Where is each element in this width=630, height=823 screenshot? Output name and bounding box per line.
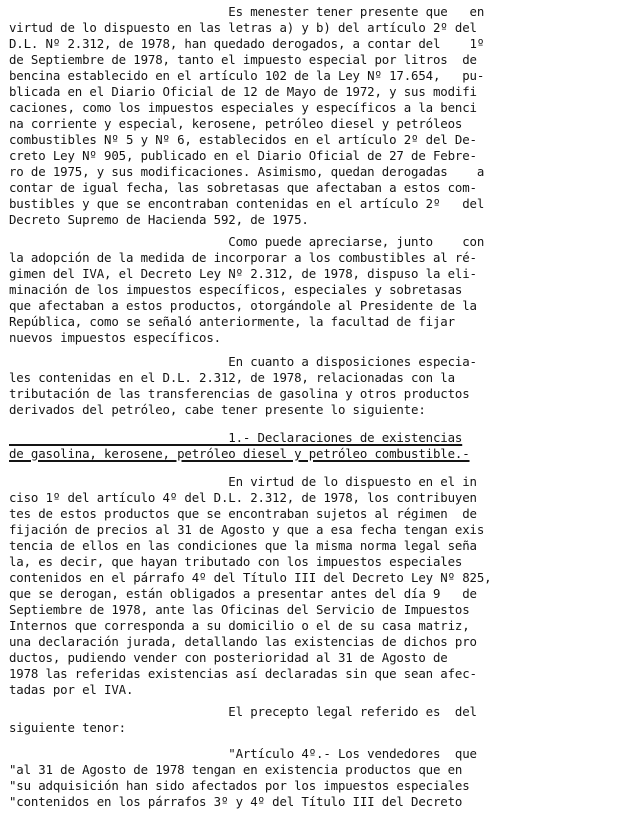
text-line: Internos que corresponda a su domicilio o el de su casa matriz, xyxy=(9,618,470,633)
text-line: contenidos en el párrafo 4º del Título III del Decreto Ley Nº 825, xyxy=(9,570,492,585)
text-line: Septiembre de 1978, ante las Oficinas del Servicio de Impuestos xyxy=(9,602,470,617)
text-line: Decreto Supremo de Hacienda 592, de 1975. xyxy=(9,212,309,227)
text-line: minación de los impuestos específicos, especiales y sobretasas xyxy=(9,282,463,297)
text-line: D.L. Nº 2.312, de 1978, han quedado derogados, a contar del 1º xyxy=(9,36,485,51)
heading-line: 1.- Declaraciones de existencias xyxy=(9,430,463,445)
text-line: tributación de las transferencias de gasolina y otros productos xyxy=(9,386,470,401)
text-line: contar de igual fecha, las sobretasas que afectaban a estos com- xyxy=(9,180,477,195)
text-line: Es menester tener presente que en xyxy=(9,4,485,19)
text-line: bustibles y que se encontraban contenidas en el artículo 2º del xyxy=(9,196,485,211)
text-line: En cuanto a disposiciones especia- xyxy=(9,354,477,369)
text-line: creto Ley Nº 905, publicado en el Diario Oficial de 27 de Febre- xyxy=(9,148,477,163)
text-line: combustibles Nº 5 y Nº 6, establecidos en el artículo 2º del De- xyxy=(9,132,477,147)
heading-line: de gasolina, kerosene, petróleo diesel y petróleo combustible.- xyxy=(9,446,470,461)
text-line: tencia de ellos en las condiciones que la misma norma legal seña xyxy=(9,538,477,553)
text-line: En virtud de lo dispuesto en el in xyxy=(9,474,477,489)
text-line: virtud de lo dispuesto en las letras a) y b) del artículo 2º del xyxy=(9,20,477,35)
text-line: "contenidos en los párrafos 3º y 4º del Título III del Decreto xyxy=(9,794,463,809)
text-line: que se derogan, están obligados a presentar antes del día 9 de xyxy=(9,586,477,601)
text-line: tes de estos productos que se encontraban sujetos al régimen de xyxy=(9,506,477,521)
text-line: El precepto legal referido es del xyxy=(9,704,477,719)
text-line: nuevos impuestos específicos. xyxy=(9,330,221,345)
text-line: una declaración jurada, detallando las existencias de dichos pro xyxy=(9,634,477,649)
text-line: "al 31 de Agosto de 1978 tengan en existencia productos que en xyxy=(9,762,463,777)
text-line: ciso 1º del artículo 4º del D.L. 2.312, de 1978, los contribuyen xyxy=(9,490,477,505)
text-line: 1978 las referidas existencias así declaradas sin que sean afec- xyxy=(9,666,477,681)
text-line: fijación de precios al 31 de Agosto y que a esa fecha tengan exis xyxy=(9,522,485,537)
text-line: Como puede apreciarse, junto con xyxy=(9,234,485,249)
text-line: na corriente y especial, kerosene, petróleo diesel y petróleos xyxy=(9,116,463,131)
text-line: "su adquisición han sido afectados por los impuestos especiales xyxy=(9,778,470,793)
text-line: de Septiembre de 1978, tanto el impuesto especial por litros de xyxy=(9,52,477,67)
text-line: la adopción de la medida de incorporar a los combustibles al ré- xyxy=(9,250,477,265)
text-line: tadas por el IVA. xyxy=(9,682,134,697)
text-line: les contenidas en el D.L. 2.312, de 1978, relacionadas con la xyxy=(9,370,455,385)
text-line: derivados del petróleo, cabe tener presente lo siguiente: xyxy=(9,402,426,417)
text-line: gimen del IVA, el Decreto Ley Nº 2.312, de 1978, dispuso la eli- xyxy=(9,266,477,281)
text-line: bencina establecido en el artículo 102 de la Ley Nº 17.654, pu- xyxy=(9,68,485,83)
text-line: que afectaban a estos productos, otorgándole al Presidente de la xyxy=(9,298,477,313)
text-line: la, es decir, que hayan tributado con los impuestos especiales xyxy=(9,554,463,569)
text-line: blicada en el Diario Oficial de 12 de Mayo de 1972, y sus modifi xyxy=(9,84,477,99)
text-line: siguiente tenor: xyxy=(9,720,126,735)
text-line: ductos, pudiendo vender con posterioridad al 31 de Agosto de xyxy=(9,650,448,665)
text-line: "Artículo 4º.- Los vendedores que xyxy=(9,746,477,761)
text-line: República, como se señaló anteriormente, la facultad de fijar xyxy=(9,314,455,329)
text-line: caciones, como los impuestos especiales y específicos a la benci xyxy=(9,100,477,115)
text-line: ro de 1975, y sus modificaciones. Asimismo, quedan derogadas a xyxy=(9,164,485,179)
